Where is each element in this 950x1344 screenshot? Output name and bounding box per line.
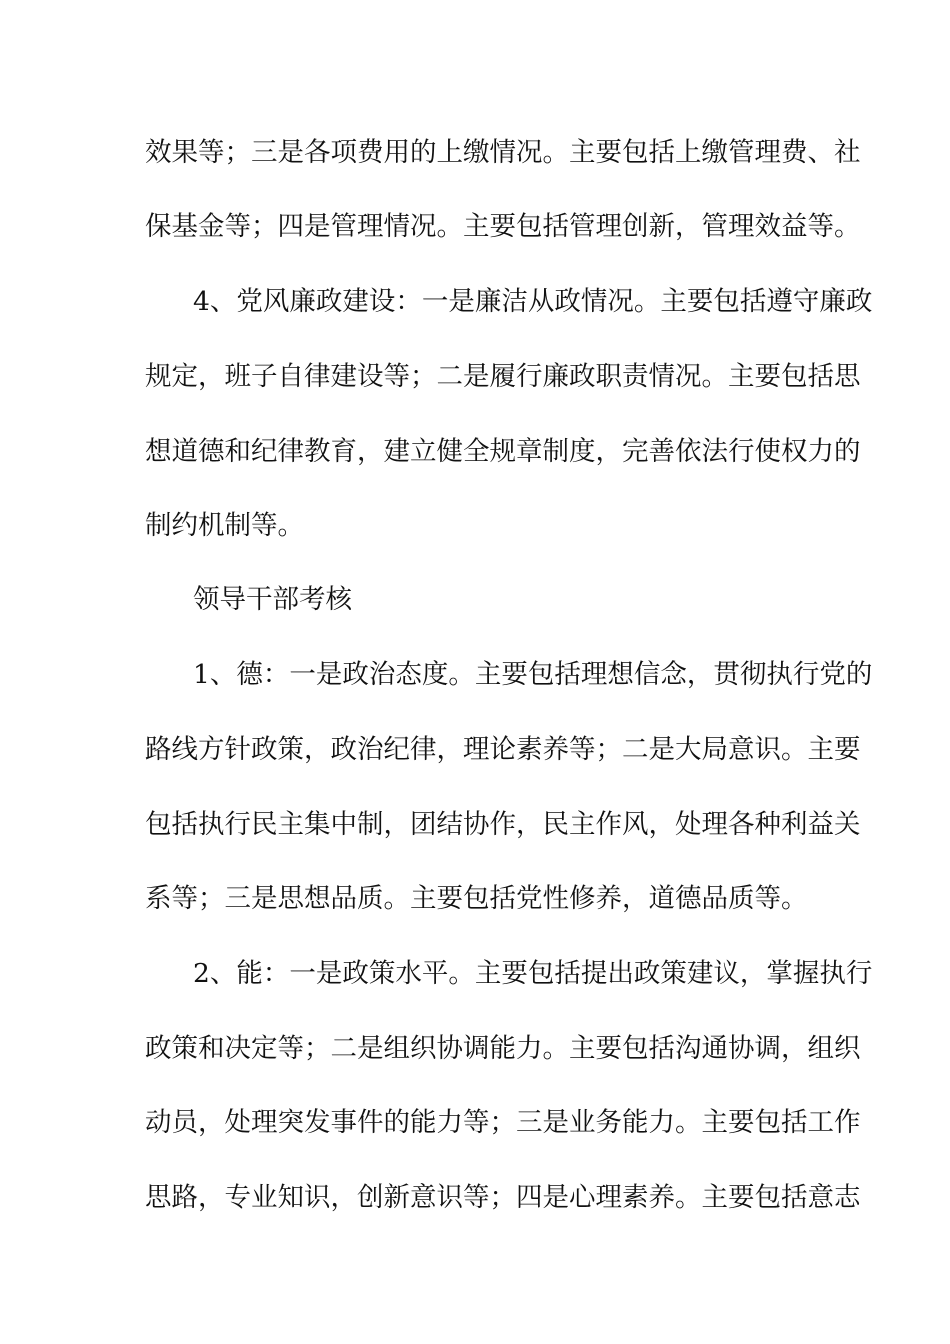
paragraph-line: 路线方针政策，政治纪律，理论素养等；二是大局意识。主要 (145, 734, 861, 765)
paragraph-line: 效果等；三是各项费用的上缴情况。主要包括上缴管理费、社 (145, 137, 861, 168)
paragraph-line: 4、党风廉政建设：一是廉洁从政情况。主要包括遵守廉政 (193, 286, 873, 317)
paragraph-line: 想道德和纪律教育，建立健全规章制度，完善依法行使权力的 (145, 436, 861, 467)
paragraph-line: 2、能：一是政策水平。主要包括提出政策建议，掌握执行 (193, 958, 873, 989)
paragraph-line: 保基金等；四是管理情况。主要包括管理创新，管理效益等。 (145, 211, 861, 242)
paragraph-line: 包括执行民主集中制，团结协作，民主作风，处理各种利益关 (145, 809, 861, 840)
paragraph-line: 思路，专业知识，创新意识等；四是心理素养。主要包括意志 (145, 1182, 861, 1213)
section-heading: 领导干部考核 (193, 584, 352, 615)
paragraph-line: 动员，处理突发事件的能力等；三是业务能力。主要包括工作 (145, 1107, 861, 1138)
paragraph-line: 制约机制等。 (145, 510, 304, 541)
paragraph-line: 政策和决定等；二是组织协调能力。主要包括沟通协调，组织 (145, 1033, 861, 1064)
paragraph-line: 规定，班子自律建设等；二是履行廉政职责情况。主要包括思 (145, 361, 861, 392)
paragraph-line: 系等；三是思想品质。主要包括党性修养，道德品质等。 (145, 883, 808, 914)
paragraph-line: 1、德：一是政治态度。主要包括理想信念，贯彻执行党的 (193, 659, 873, 690)
